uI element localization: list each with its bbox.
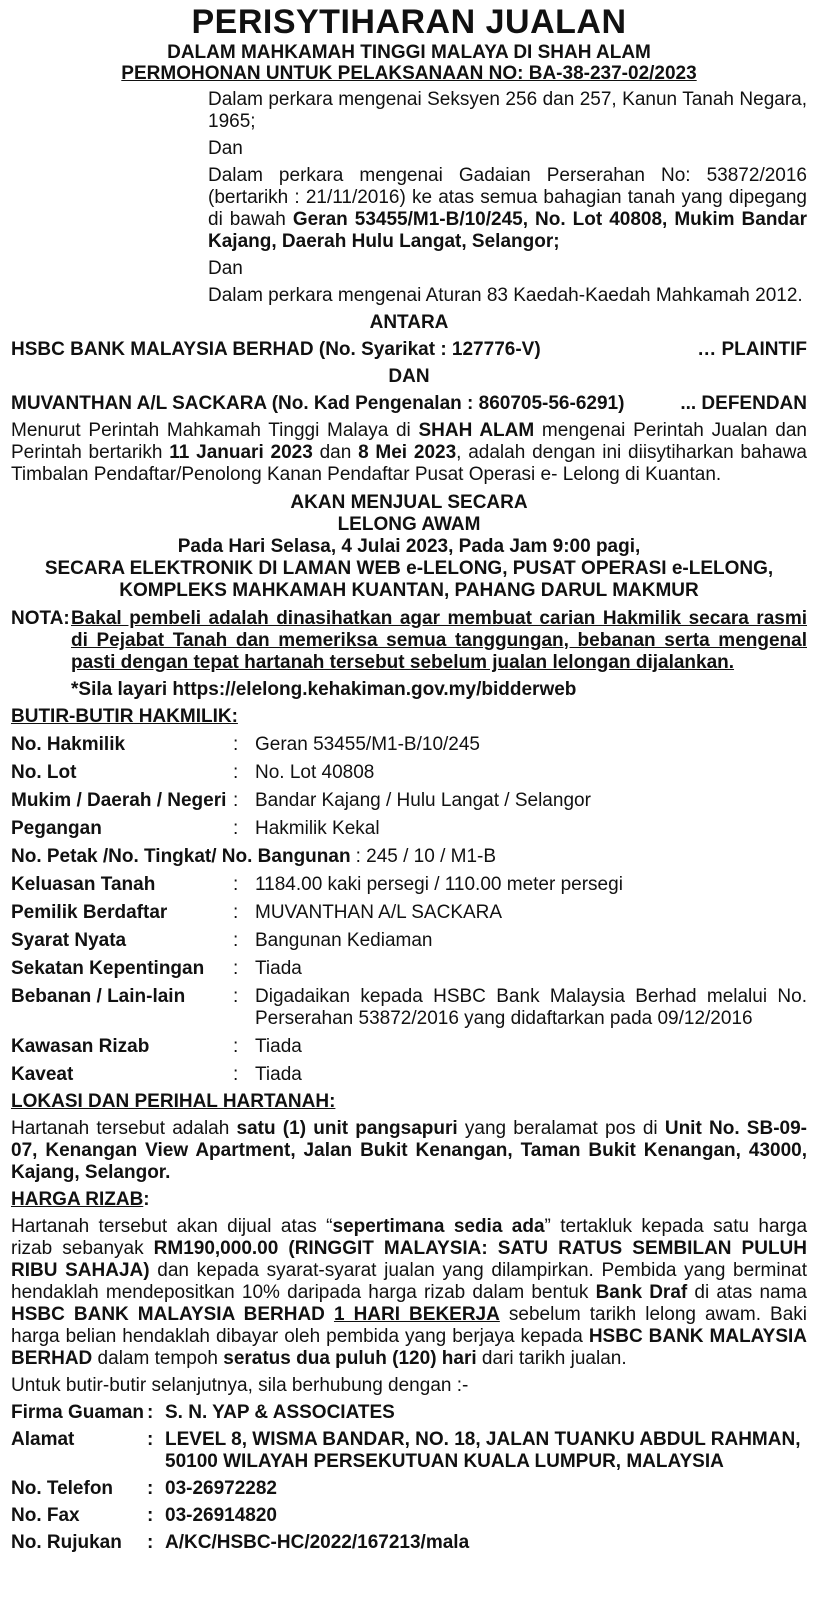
title-detail-label: Kawasan Rizab [11, 1036, 150, 1057]
title-detail-label: No. Hakmilik [11, 734, 126, 755]
title-detail-label: Pegangan [11, 818, 102, 839]
location-heading: LOKASI DAN PERIHAL HARTANAH: [11, 1091, 336, 1112]
title-detail-colon: : [233, 902, 239, 923]
contact-intro: Untuk butir-butir selanjutnya, sila berhubung dengan :- [11, 1375, 469, 1396]
contact-row [11, 1402, 807, 1424]
auction-line-1: AKAN MENJUAL SECARA [290, 492, 528, 513]
reserve-heading: HARGA RIZAB [11, 1189, 144, 1210]
title-detail-colon: : [233, 818, 239, 839]
contact-colon: : [147, 1429, 154, 1450]
title-detail-value: Bandar Kajang / Hulu Langat / Selangor [255, 790, 591, 811]
title-detail-row [11, 734, 807, 756]
auction-venue-1: SECARA ELEKTRONIK DI LAMAN WEB e-LELONG, PUSAT OPERASI e-LELONG, [44, 558, 774, 579]
defendant-role: ... DEFENDAN [680, 393, 807, 414]
bidder-web-link[interactable]: *Sila layari https://elelong.kehakiman.gov.my/bidderweb [71, 679, 577, 700]
title-detail-colon: : [233, 734, 239, 755]
title-detail-row [11, 762, 807, 784]
order-text-2: mengenai Perintah Jualan dan Perintah bertarikh [11, 420, 807, 463]
auction-line-2: LELONG AWAM [337, 514, 481, 535]
title-detail-value: MUVANTHAN A/L SACKARA [255, 902, 503, 923]
order-text-1: Menurut Perintah Mahkamah Tinggi Malaya di [11, 420, 419, 441]
plaintiff-row [11, 339, 807, 361]
title-detail-value: Geran 53455/M1-B/10/245 [255, 734, 480, 755]
reserve-text-j: sebelum tarikh lelong awam. Baki harga belian hendaklah dibayar oleh pembida yang berjaya kepada [11, 1304, 807, 1347]
contact-value: LEVEL 8, WISMA BANDAR, NO. 18, JALAN TUANKU ABDUL RAHMAN, 50100 WILAYAH PERSEKUTUAN KUALA LUMPUR, MALAYSIA [165, 1429, 801, 1472]
title-detail-label: No. Petak /No. Tingkat/ No. Bangunan [11, 846, 351, 867]
reserve-text-g: di atas nama [687, 1282, 807, 1303]
title-detail-row [11, 846, 807, 868]
matter-and-2: Dan [208, 258, 243, 279]
matter-2 [208, 165, 807, 253]
contact-row [11, 1429, 807, 1473]
auction-date: Pada Hari Selasa, 4 Julai 2023, Pada Jam 9:00 pagi, [177, 536, 641, 557]
contact-value: S. N. YAP & ASSOCIATES [165, 1402, 395, 1423]
contact-list [11, 1402, 807, 1554]
reserve-price: RM190,000.00 (RINGGIT MALAYSIA: SATU RATUS SEMBILAN PULUH RIBU SAHAJA) [11, 1238, 807, 1281]
reserve-payee-1: HSBC BANK MALAYSIA BERHAD [11, 1304, 325, 1325]
matter-1: Dalam perkara mengenai Seksyen 256 dan 257, Kanun Tanah Negara, 1965; [208, 89, 807, 132]
title-detail-colon: : [233, 790, 239, 811]
title-detail-colon: : [233, 1064, 239, 1085]
matter-2-text: Dalam perkara mengenai Gadaian Perserahan No: 53872/2016 (bertarikh : 21/11/2016) ke atas semua bahagian tanah yang dipegang di bawah [208, 165, 807, 230]
contact-value: 03-26914820 [165, 1505, 277, 1526]
contact-row [11, 1532, 807, 1554]
reserve-text-a: Hartanah tersebut akan dijual atas “ [11, 1216, 333, 1237]
contact-colon: : [147, 1478, 154, 1499]
title-detail-label: Pemilik Berdaftar [11, 902, 168, 923]
reserve-text-n: dari tarikh jualan. [476, 1348, 627, 1369]
contact-value: 03-26972282 [165, 1478, 277, 1499]
title-detail-value: Tiada [255, 1064, 302, 1085]
order-text-3: dan [312, 442, 359, 463]
matter-3: Dalam perkara mengenai Aturan 83 Kaedah-Kaedah Mahkamah 2012. [208, 285, 803, 306]
plaintiff-role: … PLAINTIF [697, 339, 807, 360]
reserve-text-c: ” tertakluk kepada satu harga rizab sebanyak [11, 1216, 808, 1259]
defendant-name: MUVANTHAN A/L SACKARA (No. Kad Pengenalan : 860705-56-6291) [11, 393, 625, 414]
location-address: Unit No. SB-09-07, Kenangan View Apartment, Jalan Bukit Kenangan, Taman Bukit Kenangan, 43000, Kajang, Selangor. [11, 1118, 807, 1183]
reserve-working-day: 1 HARI BEKERJA [333, 1304, 500, 1325]
reserve-bank-draft: Bank Draf [595, 1282, 688, 1303]
reserve-heading-colon: : [143, 1189, 150, 1210]
title-detail-row [11, 790, 807, 812]
title-detail-label: Keluasan Tanah [11, 874, 156, 895]
contact-label: No. Rujukan [11, 1532, 122, 1553]
dan-label: DAN [388, 366, 430, 387]
auction-venue-2: KOMPLEKS MAHKAMAH KUANTAN, PAHANG DARUL MAKMUR [119, 580, 699, 601]
application-number: PERMOHONAN UNTUK PELAKSANAAN NO: BA-38-237-02/2023 [121, 63, 697, 84]
order-date-2: 8 Mei 2023 [358, 442, 457, 463]
title-detail-row [11, 874, 807, 896]
reserve-as-is: sepertimana sedia ada [332, 1216, 545, 1237]
contact-colon: : [147, 1505, 154, 1526]
title-detail-value: Digadaikan kepada HSBC Bank Malaysia Berhad melalui No. Perserahan 53872/2016 yang didaftarkan pada 09/12/2016 [255, 986, 807, 1029]
location-unit-type: satu (1) unit pangsapuri [236, 1118, 458, 1139]
title-detail-colon: : [233, 762, 239, 783]
reserve-period: seratus dua puluh (120) hari [223, 1348, 477, 1369]
contact-label: No. Telefon [11, 1478, 114, 1499]
reserve-heading-row [11, 1189, 807, 1211]
title-detail-row [11, 986, 807, 1030]
defendant-row [11, 393, 807, 415]
title-detail-value: Hakmilik Kekal [255, 818, 380, 839]
location-text-1: Hartanah tersebut adalah [11, 1118, 237, 1139]
title-detail-label: Bebanan / Lain-lain [11, 986, 186, 1007]
contact-colon: : [147, 1532, 154, 1553]
title-detail-value: No. Lot 40808 [255, 762, 375, 783]
title-detail-row [11, 1064, 807, 1086]
title-detail-label: No. Lot [11, 762, 77, 783]
contact-value: A/KC/HSBC-HC/2022/167213/mala [165, 1532, 470, 1553]
title-detail-value: Tiada [255, 1036, 302, 1057]
title-details-heading: BUTIR-BUTIR HAKMILIK: [11, 706, 238, 727]
title-detail-row [11, 958, 807, 980]
title-detail-value: Tiada [255, 958, 302, 979]
matter-and-1: Dan [208, 138, 243, 159]
title-detail-row [11, 930, 807, 952]
title-detail-colon: : [233, 874, 239, 895]
nota-block [11, 608, 807, 674]
title-detail-value: Bangunan Kediaman [255, 930, 433, 951]
title-detail-label: Syarat Nyata [11, 930, 127, 951]
title-detail-label: Sekatan Kepentingan [11, 958, 205, 979]
nota-text: Bakal pembeli adalah dinasihatkan agar membuat carian Hakmilik secara rasmi di Pejabat Tanah dan memeriksa semua tanggungan, bebanan serta mengenal pasti dengan tepat hartanah tersebut sebelum jualan lelongan dijalankan. [71, 608, 807, 673]
plaintiff-name: HSBC BANK MALAYSIA BERHAD (No. Syarikat : 127776-V) [11, 339, 541, 360]
contact-row [11, 1505, 807, 1527]
reserve-text-l: dalam tempoh [92, 1348, 224, 1369]
title-detail-colon: : [233, 1036, 239, 1057]
order-paragraph [11, 420, 807, 486]
contact-label: Firma Guaman [11, 1402, 145, 1423]
title-detail-label: Mukim / Daerah / Negeri [11, 790, 227, 811]
matter-2-title: Geran 53455/M1-B/10/245, No. Lot 40808, Mukim Bandar Kajang, Daerah Hulu Langat, Selangor; [208, 209, 807, 252]
title-detail-row [11, 818, 807, 840]
nota-label: NOTA: [11, 608, 70, 629]
court-name: DALAM MAHKAMAH TINGGI MALAYA DI SHAH ALAM [167, 42, 651, 63]
antara-label: ANTARA [369, 312, 449, 333]
title-details-list [11, 734, 807, 1086]
order-date-1: 11 Januari 2023 [169, 442, 313, 463]
title-detail-value: 1184.00 kaki persegi / 110.00 meter persegi [255, 874, 623, 895]
reserve-paragraph [11, 1216, 807, 1370]
title-detail-colon: : [233, 986, 239, 1007]
contact-label: Alamat [11, 1429, 75, 1450]
order-court: SHAH ALAM [418, 420, 535, 441]
page-title: PERISYTIHARAN JUALAN [191, 3, 627, 41]
title-detail-row [11, 902, 807, 924]
title-detail-colon: : [233, 958, 239, 979]
title-detail-colon: : [233, 930, 239, 951]
reserve-text-e: dan kepada syarat-syarat jualan yang dilampirkan. Pembida yang berminat hendaklah mendepositkan 10% daripada harga rizab dalam bentuk [11, 1260, 807, 1303]
contact-row [11, 1478, 807, 1500]
order-text-4: , adalah dengan ini diisytiharkan bahawa Timbalan Pendaftar/Penolong Kanan Pendaftar Pusat Operasi e- Lelong di Kuantan. [11, 442, 807, 485]
title-detail-label: Kaveat [11, 1064, 74, 1085]
location-paragraph [11, 1118, 807, 1184]
reserve-payee-2: HSBC BANK MALAYSIA BERHAD [11, 1326, 807, 1369]
title-detail-value: : 245 / 10 / M1-B [355, 846, 497, 867]
title-detail-row [11, 1036, 807, 1058]
contact-colon: : [147, 1402, 154, 1423]
contact-label: No. Fax [11, 1505, 80, 1526]
location-text-2: yang beralamat pos di [457, 1118, 665, 1139]
